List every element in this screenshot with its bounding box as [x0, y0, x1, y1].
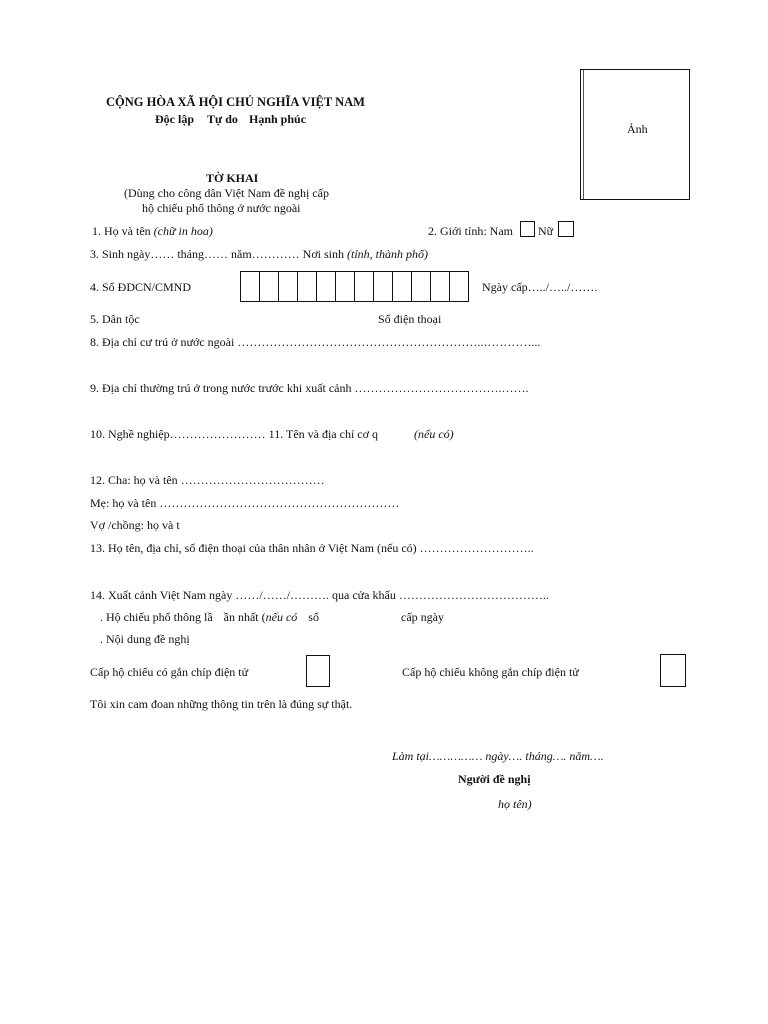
option-no-chip-checkbox[interactable]: [660, 654, 686, 687]
id-number-cell[interactable]: [449, 271, 469, 302]
field-occupation: 10. Nghề nghiệp…………………… 11. Tên và địa chỉ cơ q: [90, 427, 378, 441]
field-domestic-address: 9. Địa chỉ thường trú ở trong nước trước khi xuất cảnh ……………………………….…….: [90, 381, 529, 395]
field-full-name: 1. Họ và tên (chữ in hoa): [92, 224, 213, 238]
id-number-cell[interactable]: [373, 271, 392, 302]
field-employer-hint: (nếu có): [414, 427, 454, 441]
motto-happiness: Hạnh phúc: [249, 112, 307, 126]
id-number-cell[interactable]: [354, 271, 373, 302]
form-subtitle-1: (Dùng cho công dân Việt Nam đề nghị cấp: [124, 186, 330, 200]
signature-name-hint: họ tên): [498, 797, 532, 811]
field-father: 12. Cha: họ và tên ………………………………: [90, 473, 325, 487]
field-last-passport: . Hộ chiếu phổ thông lầ ần nhất (nếu có số: [100, 610, 319, 624]
id-number-cell[interactable]: [278, 271, 297, 302]
field-overseas-address: 8. Địa chỉ cư trú ở nước ngoài ……………………………………………………..…………...: [90, 335, 541, 349]
gender-female-checkbox[interactable]: [558, 221, 574, 237]
option-chip-label: Cấp hộ chiếu có gắn chíp điện tử: [90, 665, 249, 679]
declaration: Tôi xin cam đoan những thông tin trên là đúng sự thật.: [90, 697, 353, 711]
field-mother: Mẹ: họ và tên ……………………………………………………: [90, 496, 400, 510]
motto-independence: Độc lập: [155, 112, 194, 126]
id-number-cell[interactable]: [316, 271, 335, 302]
field-full-name-hint: (chữ in hoa): [153, 224, 213, 238]
field-gender-male-label: 2. Giới tính: Nam: [428, 224, 514, 238]
option-no-chip-label: Cấp hộ chiếu không gắn chíp điện tử: [402, 665, 579, 679]
option-chip-checkbox[interactable]: [306, 655, 330, 687]
field-phone: Số điện thoại: [378, 312, 442, 326]
motto-freedom: Tự do: [207, 112, 238, 126]
field-relative-vn: 13. Họ tên, địa chỉ, số điện thoại của thân nhân ở Việt Nam (nếu có) ………………………..: [90, 541, 534, 555]
field-birth: 3. Sinh ngày…… tháng…… năm………… Nơi sinh (tỉnh, thành phố): [90, 247, 429, 261]
id-number-cell[interactable]: [335, 271, 354, 302]
form-subtitle-2: hộ chiếu phổ thông ở nước ngoài: [142, 201, 301, 215]
photo-label: Ảnh: [627, 122, 648, 136]
signature-place-date: Làm tại…………… ngày…. tháng…. năm….: [392, 749, 604, 763]
field-birth-hint: (tỉnh, thành phố): [347, 247, 429, 261]
field-last-passport-date: cấp ngày: [401, 610, 444, 624]
field-id-number-label: 4. Số ĐDCN/CMND: [90, 280, 192, 294]
field-ethnicity: 5. Dân tộc: [90, 312, 140, 326]
field-gender-female-label: Nữ: [538, 224, 554, 238]
field-exit-info: 14. Xuất cảnh Việt Nam ngày ……/……/………. qua cửa khẩu ………………………………..: [90, 588, 549, 602]
nation-title: CỘNG HÒA XÃ HỘI CHỦ NGHĨA VIỆT NAM: [106, 95, 365, 109]
id-number-cell[interactable]: [259, 271, 278, 302]
signature-signer: Người đề nghị: [458, 772, 531, 786]
field-spouse: Vợ /chồng: họ và t: [90, 518, 180, 532]
id-number-boxes[interactable]: [240, 271, 469, 302]
gender-male-checkbox[interactable]: [520, 221, 535, 237]
field-last-passport-hint: nếu có: [265, 610, 298, 624]
id-number-cell[interactable]: [392, 271, 411, 302]
form-title: TỜ KHAI: [206, 171, 259, 185]
id-number-cell[interactable]: [240, 271, 259, 302]
field-id-issue-date: Ngày cấp…../…../…….: [482, 280, 598, 294]
id-number-cell[interactable]: [430, 271, 449, 302]
photo-box: [580, 69, 690, 200]
field-request-content: . Nội dung đề nghị: [100, 632, 190, 646]
id-number-cell[interactable]: [411, 271, 430, 302]
id-number-cell[interactable]: [297, 271, 316, 302]
